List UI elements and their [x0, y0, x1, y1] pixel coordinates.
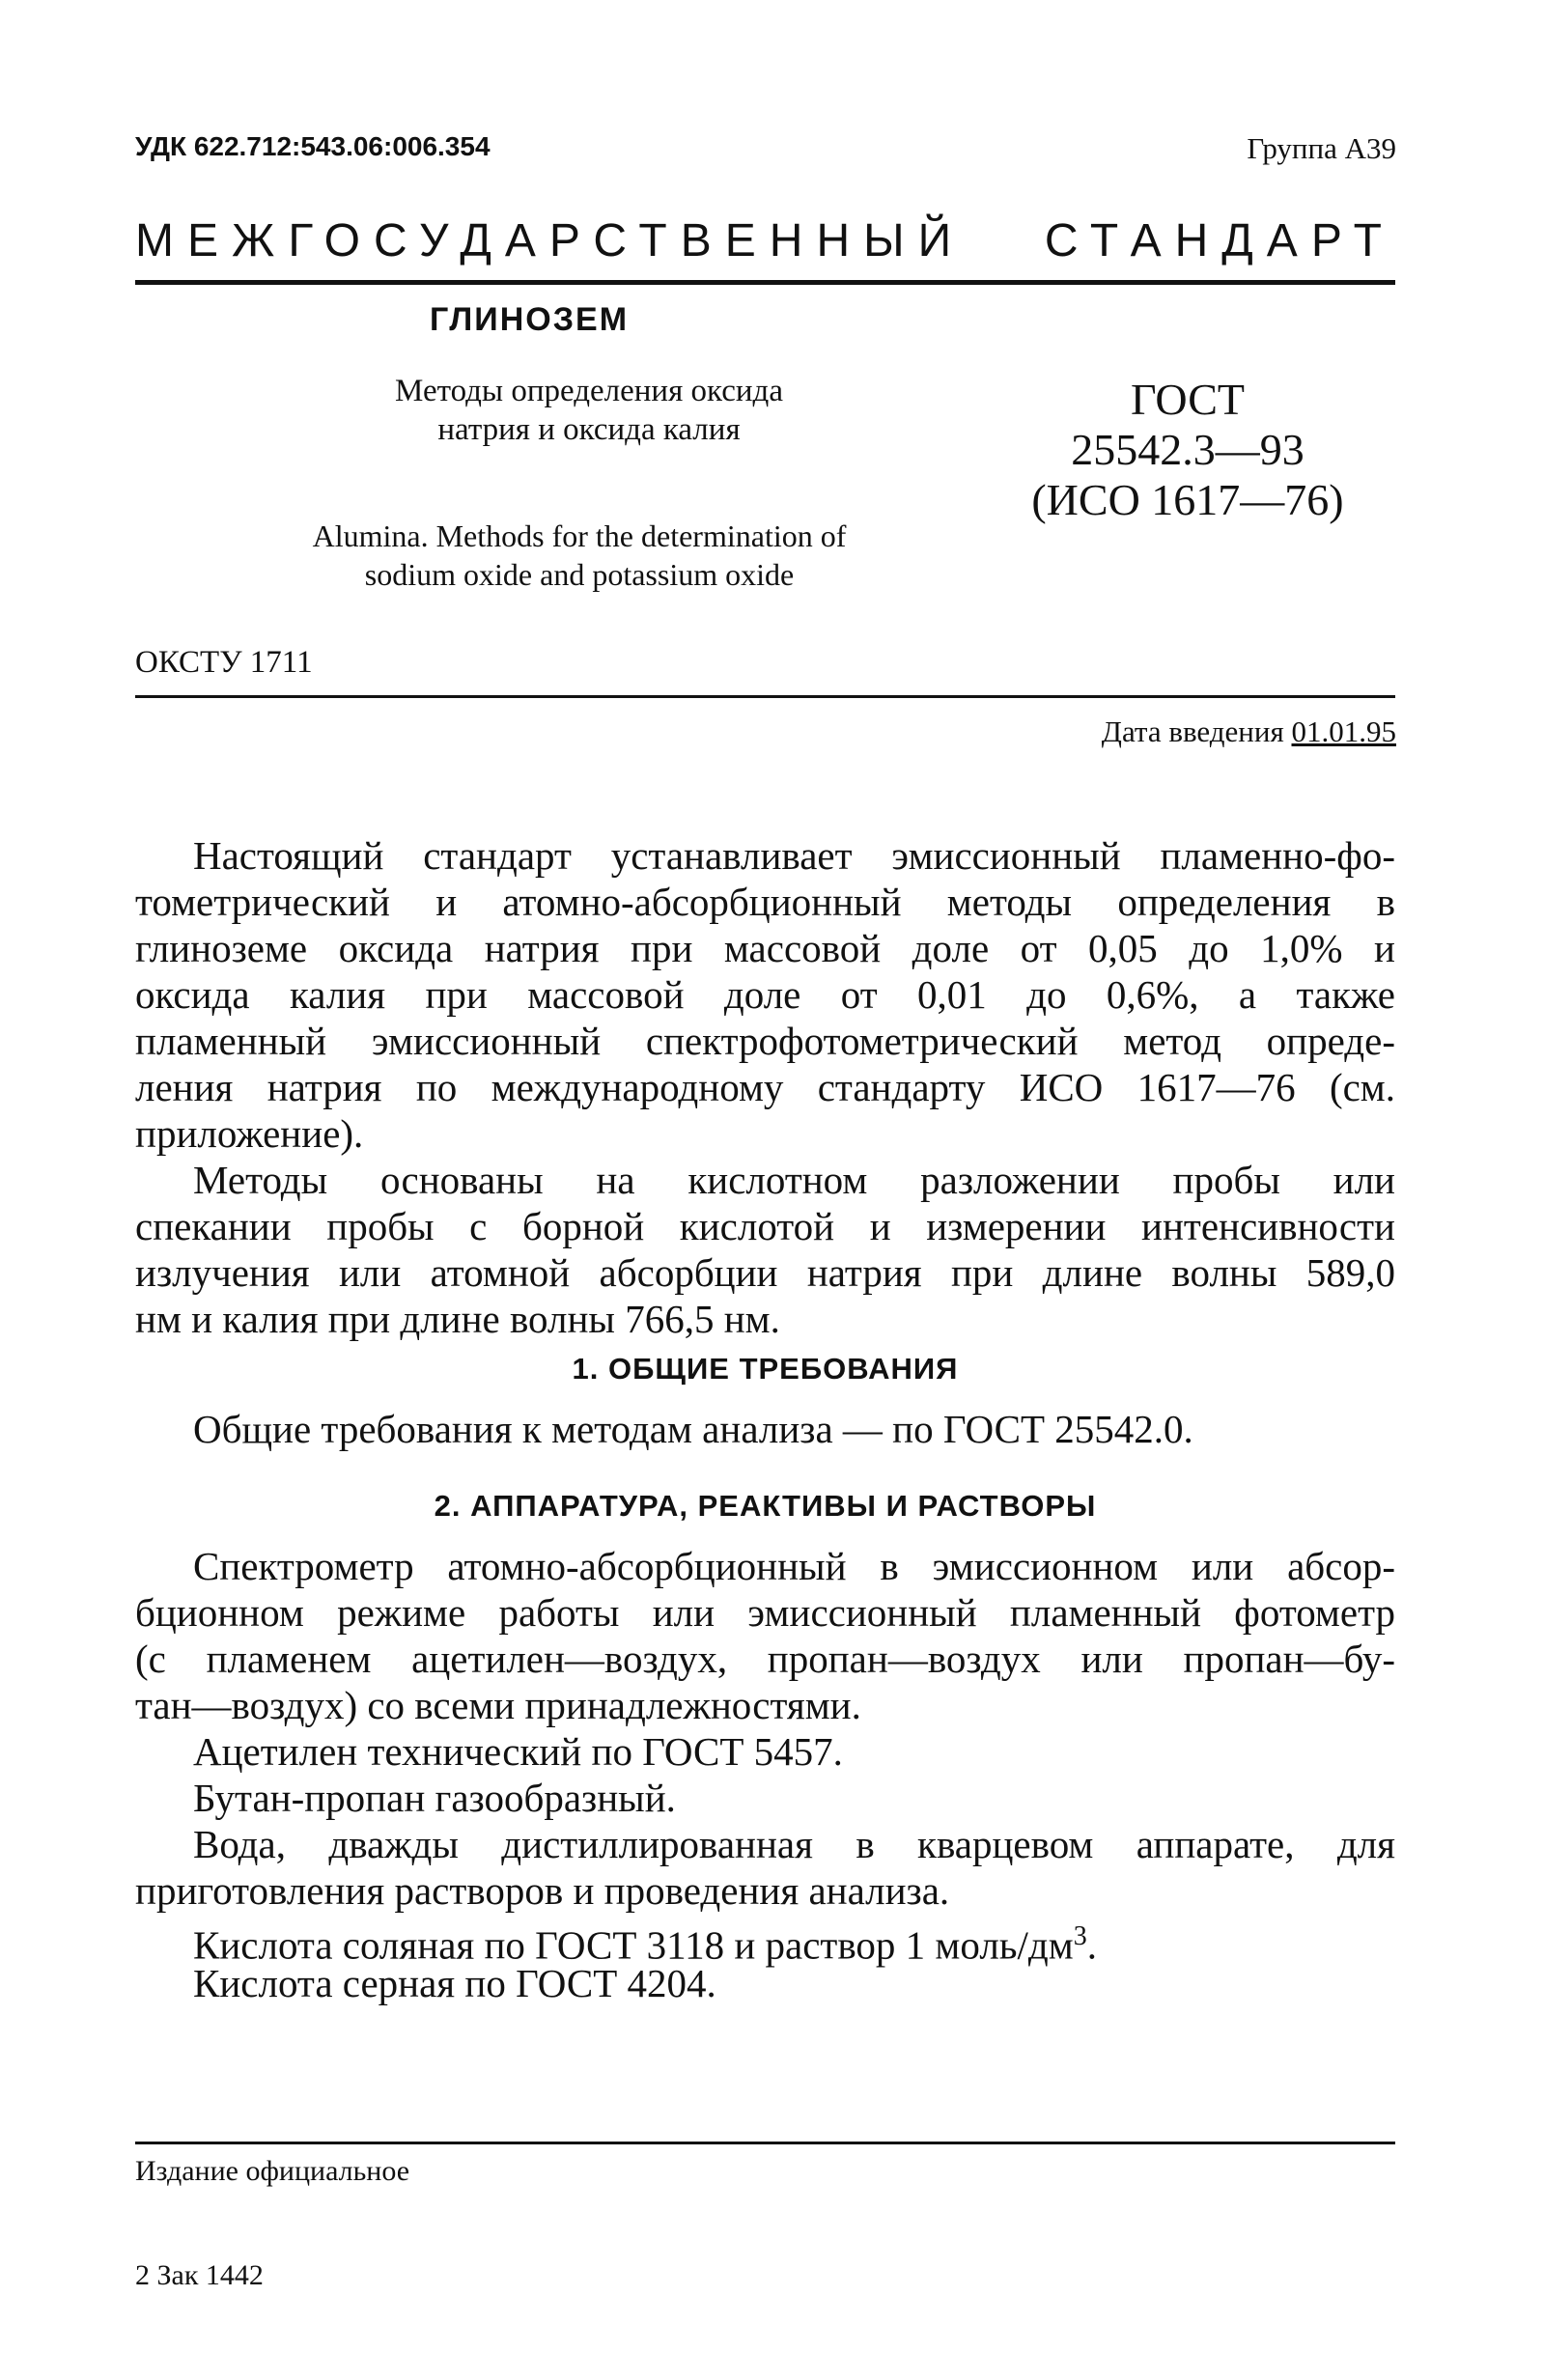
- subtitle-en-line-1: Alumina. Methods for the determination of: [312, 518, 847, 553]
- butane-line: Бутан-пропан газообразный.: [193, 1776, 676, 1820]
- hcl-text: Кислота соляная по ГОСТ 3118 и раствор 1 моль/дм: [193, 1922, 1074, 1968]
- section-2-p1-line-1: Спектрометр атомно-абсорбционный в эмиссионном или абсор-: [193, 1544, 1395, 1588]
- oksty-code: ОКСТУ 1711: [135, 645, 313, 680]
- section-1-text: Общие требования к методам анализа — по ГОСТ 25542.0.: [193, 1407, 1193, 1451]
- document-title: ГЛИНОЗЕМ: [430, 301, 630, 338]
- hcl-end: .: [1086, 1922, 1097, 1968]
- section-1-heading: 1. ОБЩИЕ ТРЕБОВАНИЯ: [572, 1352, 959, 1386]
- intro-date: [1102, 714, 1396, 749]
- group-code: Группа А39: [1247, 131, 1396, 165]
- intro-p2-line-4: нм и калия при длине волны 766,5 нм.: [135, 1297, 780, 1341]
- intro-p2-line-2: спекании пробы с борной кислотой и измерении интенсивности: [135, 1204, 1395, 1248]
- subtitle-ru-line-1: Методы определения оксида: [395, 374, 783, 408]
- footer-rule: [135, 2142, 1395, 2144]
- intro-p1-line-2: тометрический и атомно-абсорбционный методы определения в: [135, 880, 1395, 924]
- gost-label: ГОСТ: [1130, 375, 1245, 424]
- order-number: 2 Зак 1442: [135, 2259, 264, 2291]
- subtitle-ru: [319, 372, 859, 449]
- hcl-superscript: 3: [1073, 1921, 1087, 1951]
- intro-p1-line-3: глиноземе оксида натрия при массовой доле от 0,05 до 1,0% и: [135, 926, 1395, 970]
- section-2-p1-line-3: (с пламенем ацетилен—воздух, пропан—воздух или пропан—бу-: [135, 1637, 1395, 1681]
- edition-note: Издание официальное: [135, 2155, 410, 2187]
- subtitle-en-line-2: sodium oxide and potassium oxide: [364, 557, 795, 592]
- section-2-heading: 2. АППАРАТУРА, РЕАКТИВЫ И РАСТВОРЫ: [434, 1489, 1097, 1523]
- intro-date-value: 01.01.95: [1291, 714, 1396, 748]
- water-line-2: приготовления растворов и проведения анализа.: [135, 1868, 950, 1913]
- standard-banner: МЕЖГОСУДАРСТВЕННЫЙ СТАНДАРТ: [135, 215, 1395, 266]
- intro-date-label: Дата введения: [1101, 714, 1284, 748]
- banner-rule: [135, 280, 1395, 285]
- gost-number: 25542.3—93: [1071, 425, 1305, 474]
- intro-p1-line-6: ления натрия по международному стандарту ИСО 1617—76 (см.: [135, 1065, 1395, 1109]
- acetylene-line: Ацетилен технический по ГОСТ 5457.: [193, 1729, 843, 1774]
- oksty-rule: [135, 695, 1395, 698]
- intro-p1-line-1: Настоящий стандарт устанавливает эмиссионный пламенно-фо-: [193, 833, 1395, 878]
- intro-p1-line-4: оксида калия при массовой доле от 0,01 до 0,6%, а также: [135, 972, 1395, 1017]
- intro-p2-line-1: Методы основаны на кислотном разложении пробы или: [193, 1158, 1395, 1202]
- water-line-1: Вода, дважды дистиллированная в кварцевом аппарате, для: [193, 1822, 1395, 1866]
- section-2-p1-line-4: тан—воздух) со всеми принадлежностями.: [135, 1683, 861, 1727]
- intro-p1-line-7: приложение).: [135, 1111, 364, 1156]
- udk-code: УДК 622.712:543.06:006.354: [135, 131, 491, 161]
- subtitle-ru-line-2: натрия и оксида калия: [437, 412, 741, 447]
- iso-number: (ИСО 1617—76): [1031, 475, 1344, 524]
- subtitle-en: [241, 517, 917, 594]
- gost-block: [995, 375, 1381, 525]
- section-2-p1-line-2: бционном режиме работы или эмиссионный пламенный фотометр: [135, 1590, 1395, 1635]
- intro-p2-line-3: излучения или атомной абсорбции натрия при длине волны 589,0: [135, 1250, 1395, 1295]
- intro-p1-line-5: пламенный эмиссионный спектрофотометрический метод опреде-: [135, 1019, 1395, 1063]
- h2so4-line: Кислота серная по ГОСТ 4204.: [193, 1961, 716, 2005]
